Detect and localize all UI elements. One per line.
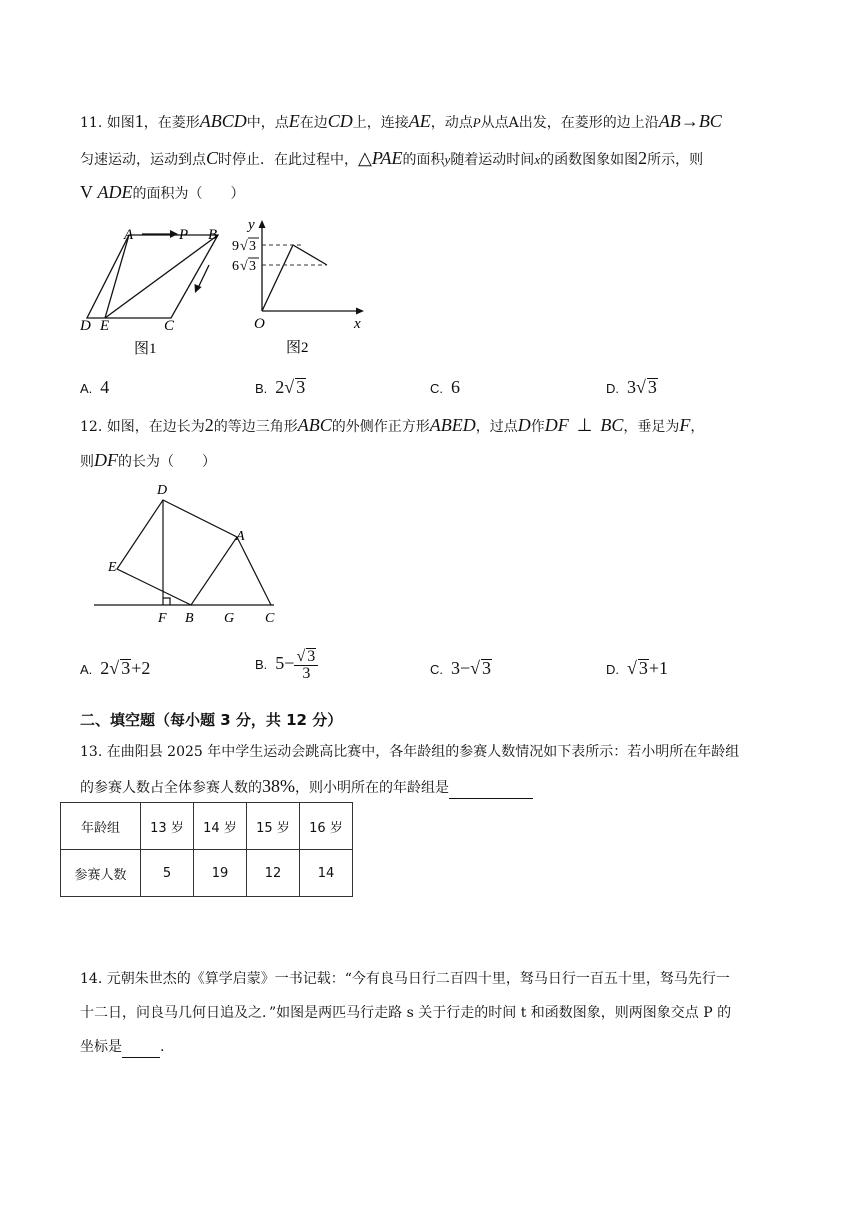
label-A: A [124, 227, 134, 243]
q14-line3 [80, 1037, 164, 1058]
table-row [61, 850, 353, 897]
text: 上，连接 [352, 115, 409, 131]
option-radicand: 3 [121, 658, 131, 678]
q11-option-b[interactable]: B. 2√ 3 [255, 377, 306, 397]
option-label: B. [255, 381, 268, 396]
label-G: G [224, 611, 235, 626]
q12-option-d[interactable]: D. √ 3+1 [606, 658, 669, 678]
q11-figure-2 [226, 212, 372, 358]
label-F: F [158, 611, 167, 626]
label-A: A [236, 529, 245, 544]
answer-blank[interactable] [449, 778, 533, 799]
table-cell: 15 岁 [247, 803, 300, 850]
q11-option-d[interactable]: D. 3√ 3 [606, 377, 657, 397]
math: AB [658, 111, 681, 131]
text: 匀速运动，运动到点 [80, 152, 206, 168]
math: BC [600, 415, 624, 435]
label-E: E [108, 560, 117, 575]
label-E: E [100, 318, 110, 334]
math: ⊥ [576, 415, 593, 435]
text: ，垂足为 [623, 419, 680, 435]
option-label: D. [606, 381, 619, 396]
option-label: C. [430, 381, 443, 396]
option-label: B. [255, 657, 268, 672]
fraction-numerator: 3 [307, 648, 316, 665]
text: 的外侧作正方形 [331, 419, 430, 435]
tick-r3b: 3 [249, 259, 256, 274]
q14-number: 14. [80, 971, 103, 987]
math: E [288, 111, 300, 131]
label-D: D [157, 483, 168, 498]
math: C [206, 148, 219, 168]
q12-option-b[interactable] [255, 648, 318, 682]
q12-number: 12. [80, 419, 103, 435]
text: ，则小明所在的年龄组是 [295, 780, 449, 796]
q11-option-c[interactable] [430, 375, 460, 401]
text: 时停止．在此过程中， [218, 152, 359, 168]
answer-blank[interactable] [122, 1037, 160, 1058]
math: F [679, 415, 691, 435]
option-radicand: 3 [296, 377, 306, 397]
option-radicand: 3 [482, 658, 492, 678]
text: 如图 [106, 115, 135, 131]
q13-table [60, 802, 353, 897]
q11-option-a[interactable] [80, 375, 109, 401]
q11-number: 11. [80, 115, 103, 131]
math: BC [698, 111, 722, 131]
math: △ [358, 148, 372, 168]
table-cell: 14 [300, 850, 353, 897]
math: CD [327, 111, 353, 131]
math: D [517, 415, 531, 435]
label-D: D [80, 318, 91, 334]
table-cell: 参赛人数 [61, 850, 141, 897]
label-O: O [254, 316, 265, 332]
text: 十二日，问良马几何日追及之．”如图是两匹马行走路 s 关于行走的时间 t 和函数图象，则两图象交点 P 的 [80, 1005, 732, 1021]
q11-line1 [80, 111, 722, 133]
caption-fig1: 图1 [134, 341, 157, 357]
q11-line3 [80, 182, 244, 204]
q11-line2 [80, 148, 703, 170]
table-cell: 16 岁 [300, 803, 353, 850]
option-value: 2 [100, 658, 110, 678]
math: ABED [429, 415, 476, 435]
text: 元朝朱世杰的《算学启蒙》一书记载：“今有良马日行二百四十里，驽马日行一百五十里，驽马先行一 [106, 971, 730, 987]
text: . [160, 1039, 165, 1055]
label-C: C [265, 611, 275, 626]
text: 如图，在边长为 [106, 419, 205, 435]
q14-line1 [80, 969, 730, 989]
label-y: y [248, 217, 255, 233]
q13-line2 [80, 776, 533, 799]
option-label: C. [430, 662, 443, 677]
label-B: B [208, 227, 218, 243]
table-cell: 年龄组 [61, 803, 141, 850]
text: 随着运动时间 [450, 152, 535, 168]
q12-option-a[interactable]: A. 2√ 3+2 [80, 658, 151, 678]
table-cell: 14 岁 [194, 803, 247, 850]
math: DF [94, 450, 118, 470]
option-value: 3 [627, 377, 636, 397]
q13-number: 13. [80, 744, 103, 760]
math: 2 [204, 415, 214, 435]
caption-fig2: 图2 [286, 340, 309, 356]
option-value: +2 [131, 658, 151, 678]
math: 2 [638, 148, 648, 168]
option-value: 5− [275, 653, 295, 673]
option-fraction: $\frac{√ 3}{3}$ [294, 648, 318, 682]
option-value: 3− [451, 658, 471, 678]
text: ，动点 [430, 115, 473, 131]
label-P: P [179, 227, 189, 243]
math: P [472, 115, 481, 130]
label-x: x [354, 316, 361, 332]
table-cell: 13 岁 [141, 803, 194, 850]
label-C: C [164, 318, 175, 334]
label-B: B [185, 611, 194, 626]
text: 的等边三角形 [213, 419, 298, 435]
math: 38% [262, 776, 295, 796]
text: 的面积为（ ） [132, 186, 245, 202]
option-label: A. [80, 662, 93, 677]
table-row [61, 803, 353, 850]
text: ，在菱形 [143, 115, 200, 131]
math: V [80, 182, 93, 202]
tick-9: 9 [232, 239, 239, 254]
option-label: D. [606, 662, 619, 677]
text: 坐标是 [80, 1039, 122, 1055]
math: PAE [371, 148, 403, 168]
tick-r3a: 3 [249, 239, 256, 254]
fraction-denominator: 3 [302, 665, 311, 682]
text: 在曲阳县 2025 年中学生运动会跳高比赛中，各年龄组的参赛人数情况如下表所示：若小明所在年龄组 [106, 744, 740, 760]
text: 的参赛人数占全体参赛人数的 [80, 780, 262, 796]
math: x [534, 152, 541, 167]
sqrt-sign: √ [240, 239, 248, 254]
tick-6: 6 [232, 259, 239, 274]
q12-figure [90, 478, 290, 628]
q14-line2 [80, 1003, 731, 1023]
text: 的函数图象如图 [540, 152, 639, 168]
option-label: A. [80, 381, 93, 396]
text: 所示，则 [647, 152, 704, 168]
q13-line1 [80, 742, 739, 762]
text: 在边 [299, 115, 328, 131]
option-radicand: 3 [638, 658, 648, 678]
text: ，过点 [475, 419, 518, 435]
math: 1 [134, 111, 144, 131]
text: 则 [80, 454, 94, 470]
q12-line1 [80, 415, 704, 437]
section-heading: 二、填空题（每小题 3 分，共 12 分） [80, 711, 343, 729]
option-value: 4 [100, 377, 110, 397]
math: → [680, 111, 699, 131]
text: ， [690, 419, 705, 435]
option-value: 2 [275, 377, 285, 397]
math: DF [544, 415, 569, 435]
q11-figure-1 [76, 222, 226, 358]
text: 从点A出发，在菱形的边上沿 [480, 115, 659, 131]
table-cell: 5 [141, 850, 194, 897]
math: y [444, 152, 451, 167]
sqrt-sign: √ [240, 259, 248, 274]
text: 中，点 [246, 115, 289, 131]
table-cell: 12 [247, 850, 300, 897]
text: 的长为（ ） [118, 454, 216, 470]
math: ADE [97, 182, 133, 202]
math: ABCD [199, 111, 247, 131]
text: 作 [530, 419, 545, 435]
option-value: 6 [451, 377, 460, 397]
text: 的面积 [402, 152, 445, 168]
option-radicand: 3 [647, 377, 657, 397]
math: ABC [297, 415, 332, 435]
q12-option-c[interactable]: C. 3−√ 3 [430, 658, 492, 678]
math: AE [408, 111, 431, 131]
q12-line2 [80, 450, 216, 472]
table-cell: 19 [194, 850, 247, 897]
option-value: +1 [648, 658, 669, 678]
